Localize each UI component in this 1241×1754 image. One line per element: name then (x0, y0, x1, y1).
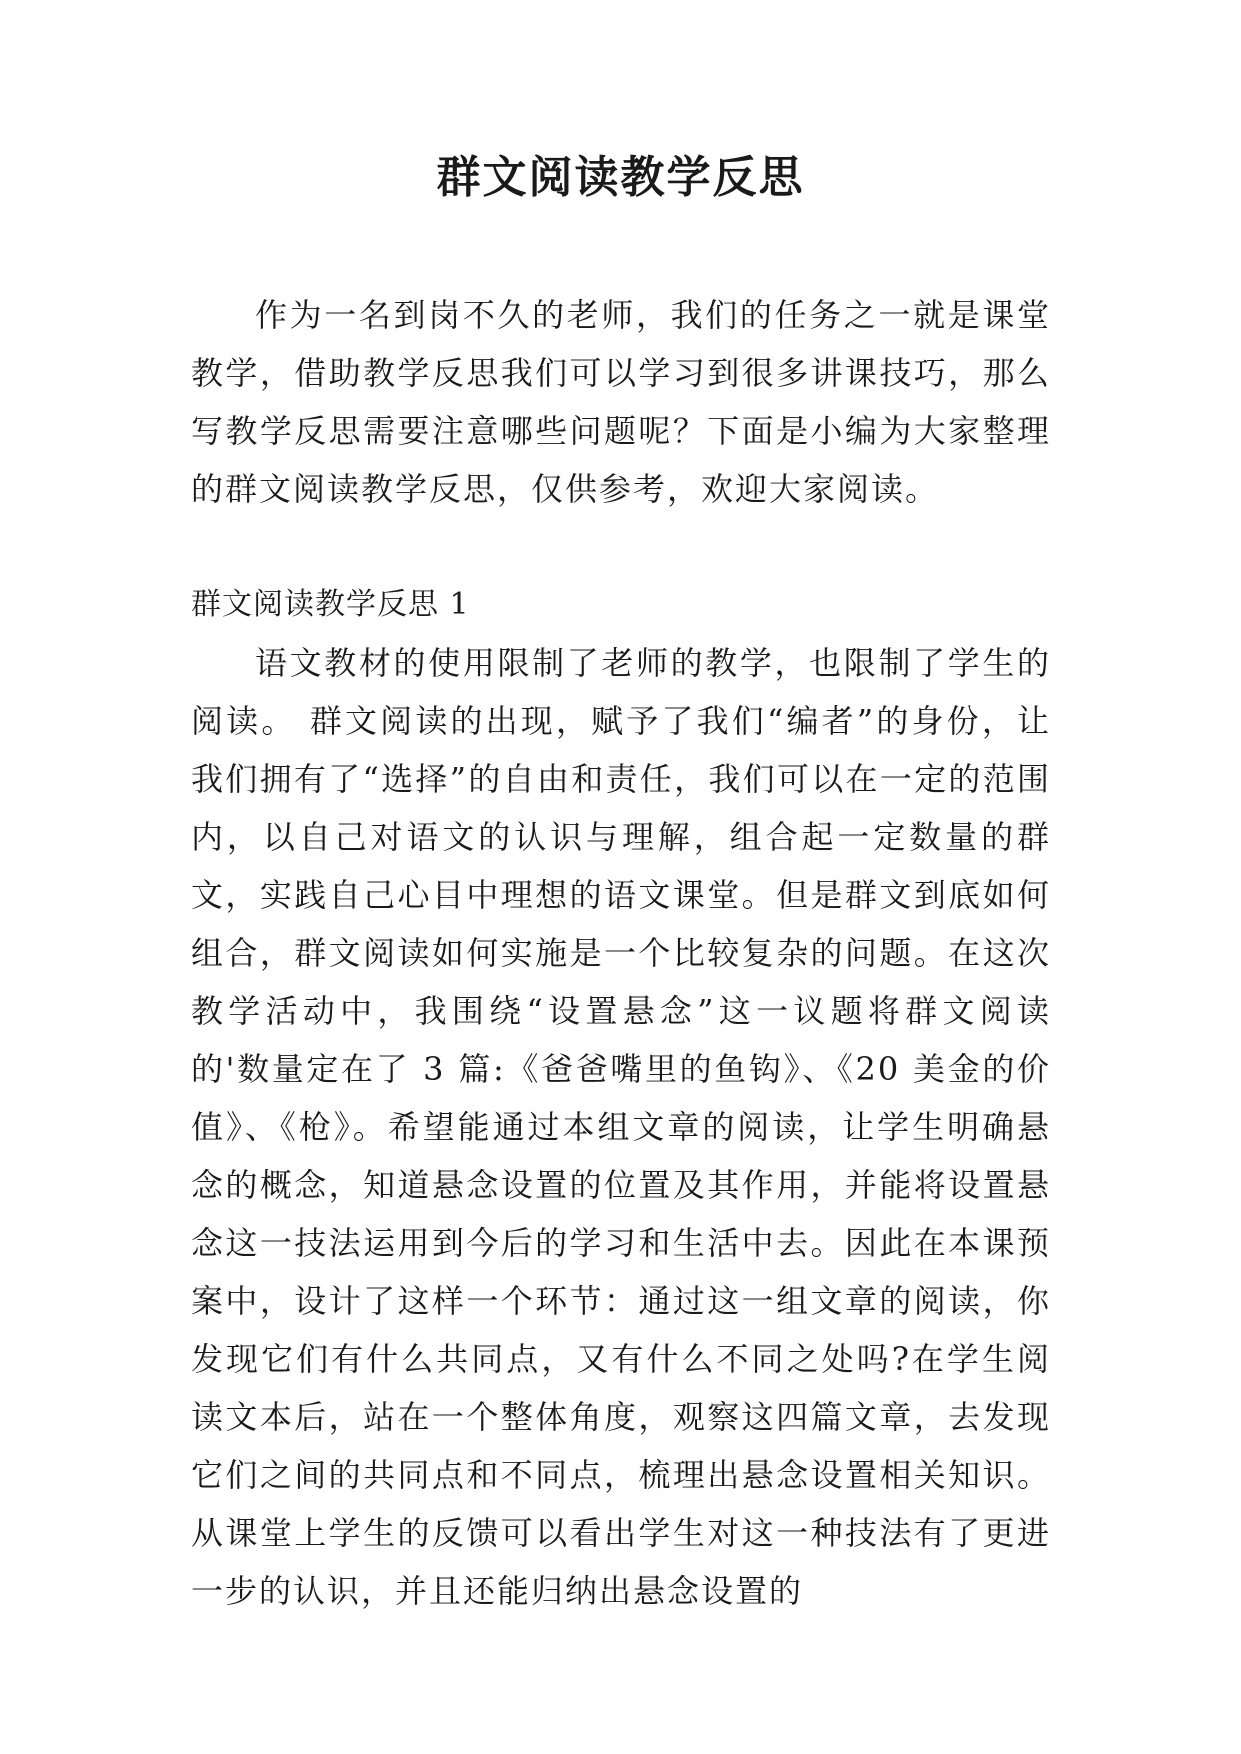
intro-paragraph: 作为一名到岗不久的老师，我们的任务之一就是课堂教学，借助教学反思我们可以学习到很多讲课技巧，那么写教学反思需要注意哪些问题呢？下面是小编为大家整理的群文阅读教学反思，仅供参考，欢迎大家阅读。 (191, 296, 1051, 508)
section-1 (191, 580, 1051, 1620)
intro-block (191, 286, 1051, 518)
document-title: 群文阅读教学反思 (436, 152, 805, 203)
section-paragraph: 语文教材的使用限制了老师的教学，也限制了学生的阅读。 群文阅读的出现，赋予了我们“编者”的身份，让我们拥有了“选择”的自由和责任，我们可以在一定的范围内，以自己对语文的认识与理解，组合起一定数量的群文，实践自己心目中理想的语文课堂。但是群文到底如何组合，群文阅读如何实施是一个比较复杂的问题。在这次教学活动中，我围绕“设置悬念”这一议题将群文阅读的'数量定在了 3 篇:《爸爸嘴里的鱼钩》、《20 美金的价值》、《枪》。希望能通过本组文章的阅读，让学生明确悬念的概念，知道悬念设置的位置及其作用，并能将设置悬念这一技法运用到今后的学习和生活中去。因此在本课预案中，设计了这样一个环节：通过这一组文章的阅读，你发现它们有什么共同点，又有什么不同之处吗?在学生阅读文本后，站在一个整体角度，观察这四篇文章，去发现它们之间的共同点和不同点，梳理出悬念设置相关知识。从课堂上学生的反馈可以看出学生对这一种技法有了更进一步的认识，并且还能归纳出悬念设置的 (191, 644, 1051, 1610)
section-heading: 群文阅读教学反思 1 (191, 587, 470, 622)
